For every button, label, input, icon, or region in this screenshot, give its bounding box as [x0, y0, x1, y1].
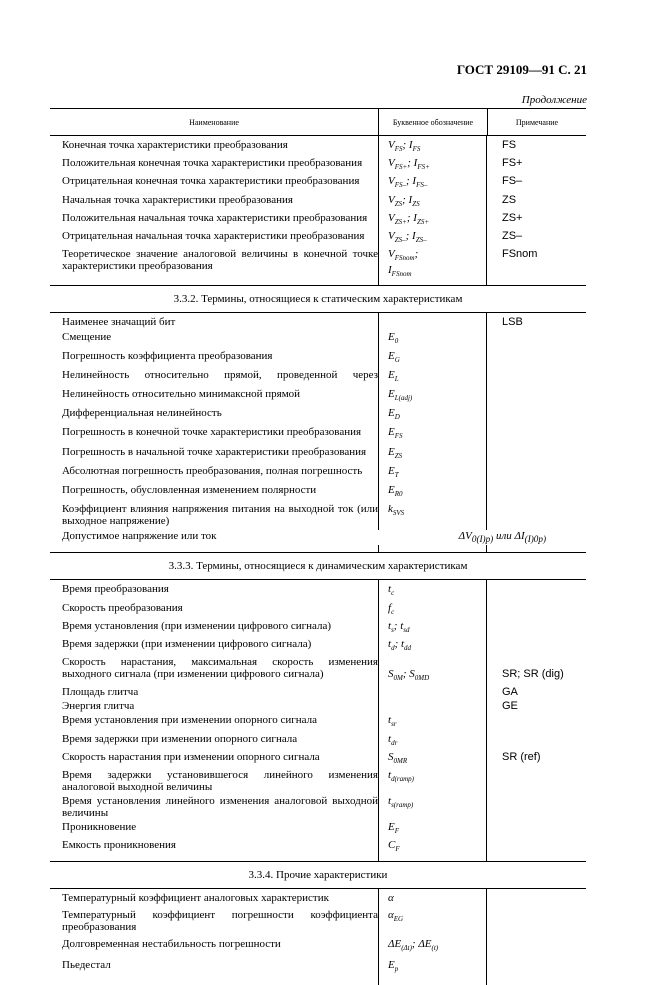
table-row [50, 530, 586, 545]
term-name: Время установления (при изменении цифрового сигнала) [62, 619, 332, 632]
col-symbol-header: Буквенное обозначение [379, 109, 488, 135]
section-conversion-points [50, 136, 586, 286]
col-name-header: Наименование [50, 109, 379, 135]
table-row [50, 369, 586, 385]
table-row [50, 503, 586, 527]
term-note: FS [502, 139, 517, 151]
term-name: Долговременная нестабильность погрешности [62, 938, 281, 951]
term-name: Температурный коэффициент погрешности коэффициента преобразования [62, 909, 378, 934]
term-symbol: $t_d$; $t_{dd}$ [388, 637, 412, 653]
term-symbol: $E_L$ [388, 368, 399, 384]
term-name: Время задержки при изменении опорного сигнала [62, 732, 298, 745]
term-symbol: $E_G$ [388, 349, 400, 364]
table-row [50, 795, 586, 819]
table-row [50, 938, 586, 954]
column-divider [378, 313, 379, 553]
section-static [50, 313, 586, 554]
term-name: Скорость преобразования [62, 601, 183, 614]
term-note [486, 331, 586, 347]
section-dynamic [50, 580, 586, 862]
term-note: GE [502, 700, 518, 713]
term-symbol: $E_T$ [388, 464, 399, 479]
term-name: Время задержки (при изменении цифрового сигнала) [62, 637, 312, 650]
term-note [486, 602, 586, 618]
term-name: Наименее значащий бит [62, 315, 176, 328]
term-note: SR (ref) [502, 750, 541, 763]
term-name: Время задержки установившегося линейного изменения аналоговой выходной величины [62, 768, 378, 793]
term-name: Энергия глитча [62, 700, 135, 713]
column-divider [378, 136, 379, 285]
term-symbol: $V_{ZS-}$; $I_{ZS-}$ [388, 229, 427, 245]
term-note [486, 733, 586, 749]
term-symbol: $t_{d(ramp)}$ [388, 768, 415, 784]
term-symbol: $E_p$ [388, 959, 399, 974]
term-note [486, 350, 586, 366]
table-row [50, 316, 586, 328]
column-divider [486, 889, 487, 984]
term-note [486, 892, 586, 904]
term-symbol [378, 700, 486, 712]
term-name: Отрицательная начальная точка характеристики преобразования [62, 229, 365, 242]
term-note [486, 583, 586, 599]
term-symbol: $t_{dr}$ [388, 732, 398, 747]
term-symbol: $V_{FSnom}$; $I_{FSnom}$ [388, 248, 419, 279]
table-row [50, 751, 586, 767]
term-name: Емкость проникновения [62, 839, 176, 852]
term-name: Погрешность в начальной точке характеристики преобразования [62, 445, 367, 458]
column-divider [486, 313, 487, 553]
term-note [486, 638, 586, 654]
term-name: Проникновение [62, 820, 137, 833]
section-title-static: 3.3.2. Термины, относящиеся к статическим характеристикам [50, 286, 586, 313]
table-row [50, 388, 586, 404]
term-note [486, 959, 586, 975]
term-symbol: α [388, 892, 394, 905]
term-note [486, 407, 586, 423]
column-divider [378, 580, 379, 861]
term-symbol: $t_s$; $t_{sd}$ [388, 619, 410, 634]
term-symbol: $E_{FS}$ [388, 426, 403, 441]
term-symbol [378, 316, 486, 328]
table-row [50, 230, 586, 246]
table-row [50, 733, 586, 749]
term-symbol: $E_0$ [388, 330, 399, 345]
term-note [486, 620, 586, 636]
term-name: Погрешность, обусловленная изменением полярности [62, 484, 317, 496]
table-row [50, 656, 586, 684]
term-note [486, 426, 586, 442]
term-name: Отрицательная конечная точка характеристики преобразования [62, 175, 360, 188]
term-note: FS+ [502, 157, 523, 170]
table-row [50, 484, 586, 500]
term-name: Нелинейность относительно прямой, проведенной через [62, 368, 378, 381]
column-divider [486, 136, 487, 285]
term-symbol: $E_{ZS}$ [388, 445, 403, 460]
table-row [50, 465, 586, 481]
term-note [486, 446, 586, 462]
term-symbol: $\Delta V_{0(I)p)}$ или $\Delta I_{(I)0p)}$ [458, 530, 546, 545]
term-symbol: $C_F$ [388, 839, 400, 854]
term-name: Коэффициент влияния напряжения питания на выходной ток (или выходное напряжение) [62, 503, 378, 528]
term-name: Абсолютная погрешность преобразования, полная погрешность [62, 464, 363, 477]
table-row [50, 331, 586, 347]
term-name: Положительная конечная точка характеристики преобразования [62, 157, 363, 170]
term-symbol: $t_{sr}$ [388, 714, 397, 729]
term-symbol: $V_{ZS+}$; $I_{ZS+}$ [388, 211, 430, 226]
table-row [50, 194, 586, 210]
table-row [50, 700, 586, 712]
section-title-dynamic: 3.3.3. Термины, относящиеся к динамическим характеристикам [50, 553, 586, 580]
table-row [50, 248, 586, 280]
term-note: FSnom [502, 248, 538, 261]
table-row [50, 909, 586, 933]
term-note: ZS– [502, 229, 523, 242]
term-note [486, 769, 586, 793]
term-name: Конечная точка характеристики преобразования [62, 139, 288, 151]
term-note: GA [502, 686, 518, 699]
term-note: FS– [502, 175, 523, 188]
term-name: Дифференциальная нелинейность [62, 407, 222, 420]
term-symbol: $t_c$ [388, 583, 395, 598]
table-row [50, 407, 586, 423]
term-name: Смещение [62, 330, 112, 343]
term-symbol: $E_{L(adj)}$ [388, 388, 413, 403]
term-name: Положительная начальная точка характеристики преобразования [62, 211, 368, 224]
term-name: Температурный коэффициент аналоговых характеристик [62, 892, 329, 905]
term-symbol: $\alpha_{EG}$ [388, 909, 404, 924]
page-header: ГОСТ 29109—91 С. 21 [456, 62, 587, 77]
table-row [50, 892, 586, 904]
term-symbol: $E_D$ [388, 407, 400, 422]
table-row [50, 426, 586, 442]
section-title-other: 3.3.4. Прочие характеристики [50, 862, 586, 889]
term-symbol: $V_{FS+}$; $I_{FS+}$ [388, 157, 430, 172]
term-note [486, 795, 586, 819]
term-note [486, 369, 586, 385]
term-symbol: $k_{SVS}$ [388, 503, 405, 518]
term-note [486, 821, 586, 837]
term-note [486, 465, 586, 481]
term-name: Нелинейность относительно минимаксной прямой [62, 388, 301, 401]
table-row [50, 769, 586, 793]
term-note [486, 388, 586, 404]
term-symbol: $\Delta E_{(\Delta t)}$; $\Delta E_{(t)}$ [388, 938, 439, 953]
term-symbol: $E_{R0}$ [388, 484, 403, 499]
col-note-header: Примечание [515, 117, 559, 127]
term-note: SR; SR (dig) [502, 668, 564, 681]
table-row [50, 446, 586, 462]
table-header [50, 109, 586, 136]
term-note [486, 938, 586, 954]
term-symbol: $V_{FS-}$; $I_{FS-}$ [388, 175, 428, 190]
term-symbol: $V_{FS}$; $I_{FS}$ [388, 139, 421, 154]
section-other [50, 889, 586, 984]
column-divider [378, 889, 379, 984]
term-symbol: $S_{0MR}$ [388, 750, 408, 765]
table-row [50, 157, 586, 173]
table-row [50, 821, 586, 837]
term-name: Время установления линейного изменения аналоговой выходной величины [62, 794, 378, 819]
term-symbol: $f_c$ [388, 601, 395, 616]
term-name: Время преобразования [62, 583, 169, 596]
table-row [50, 583, 586, 599]
term-note [486, 484, 586, 500]
term-name: Погрешность коэффициента преобразования [62, 349, 273, 362]
term-name: Скорость нарастания, максимальная скорость изменения выходного сигнала (при изменении цифрового сигнала) [62, 656, 378, 681]
term-note: ZS+ [502, 211, 523, 224]
term-name: Погрешность в конечной точке характеристики преобразования [62, 426, 362, 439]
continuation-label: Продолжение [521, 94, 587, 106]
terms-table [50, 108, 586, 985]
table-row [50, 350, 586, 366]
table-row [50, 175, 586, 191]
term-note [486, 503, 586, 527]
table-row [50, 139, 586, 155]
term-symbol [378, 686, 486, 698]
term-symbol: $V_{ZS}$; $I_{ZS}$ [388, 193, 420, 208]
table-row [50, 959, 586, 975]
table-row [50, 839, 586, 855]
term-name: Пьедестал [62, 959, 111, 972]
term-note [486, 909, 586, 933]
term-name: Скорость нарастания при изменении опорного сигнала [62, 750, 320, 763]
column-divider [486, 580, 487, 861]
term-symbol: $E_F$ [388, 820, 400, 836]
term-symbol: $S_{0M}$; $S_{0MD}$ [388, 668, 430, 683]
term-symbol: $t_{s(ramp)}$ [388, 794, 414, 810]
table-row [50, 620, 586, 636]
term-note: ZS [502, 193, 517, 206]
term-note: LSB [502, 315, 523, 328]
term-name: Теоретическое значение аналоговой величины в конечной точке характеристики преобразования [62, 248, 378, 273]
table-row [50, 714, 586, 730]
table-row [50, 686, 586, 698]
term-name: Начальная точка характеристики преобразования [62, 193, 293, 206]
term-name: Время установления при изменении опорного сигнала [62, 714, 317, 727]
table-row [50, 212, 586, 228]
term-note [486, 714, 586, 730]
table-row [50, 602, 586, 618]
term-name: Допустимое напряжение или ток [62, 530, 217, 543]
term-name: Площадь глитча [62, 686, 139, 699]
table-row [50, 638, 586, 654]
term-note [486, 839, 586, 855]
